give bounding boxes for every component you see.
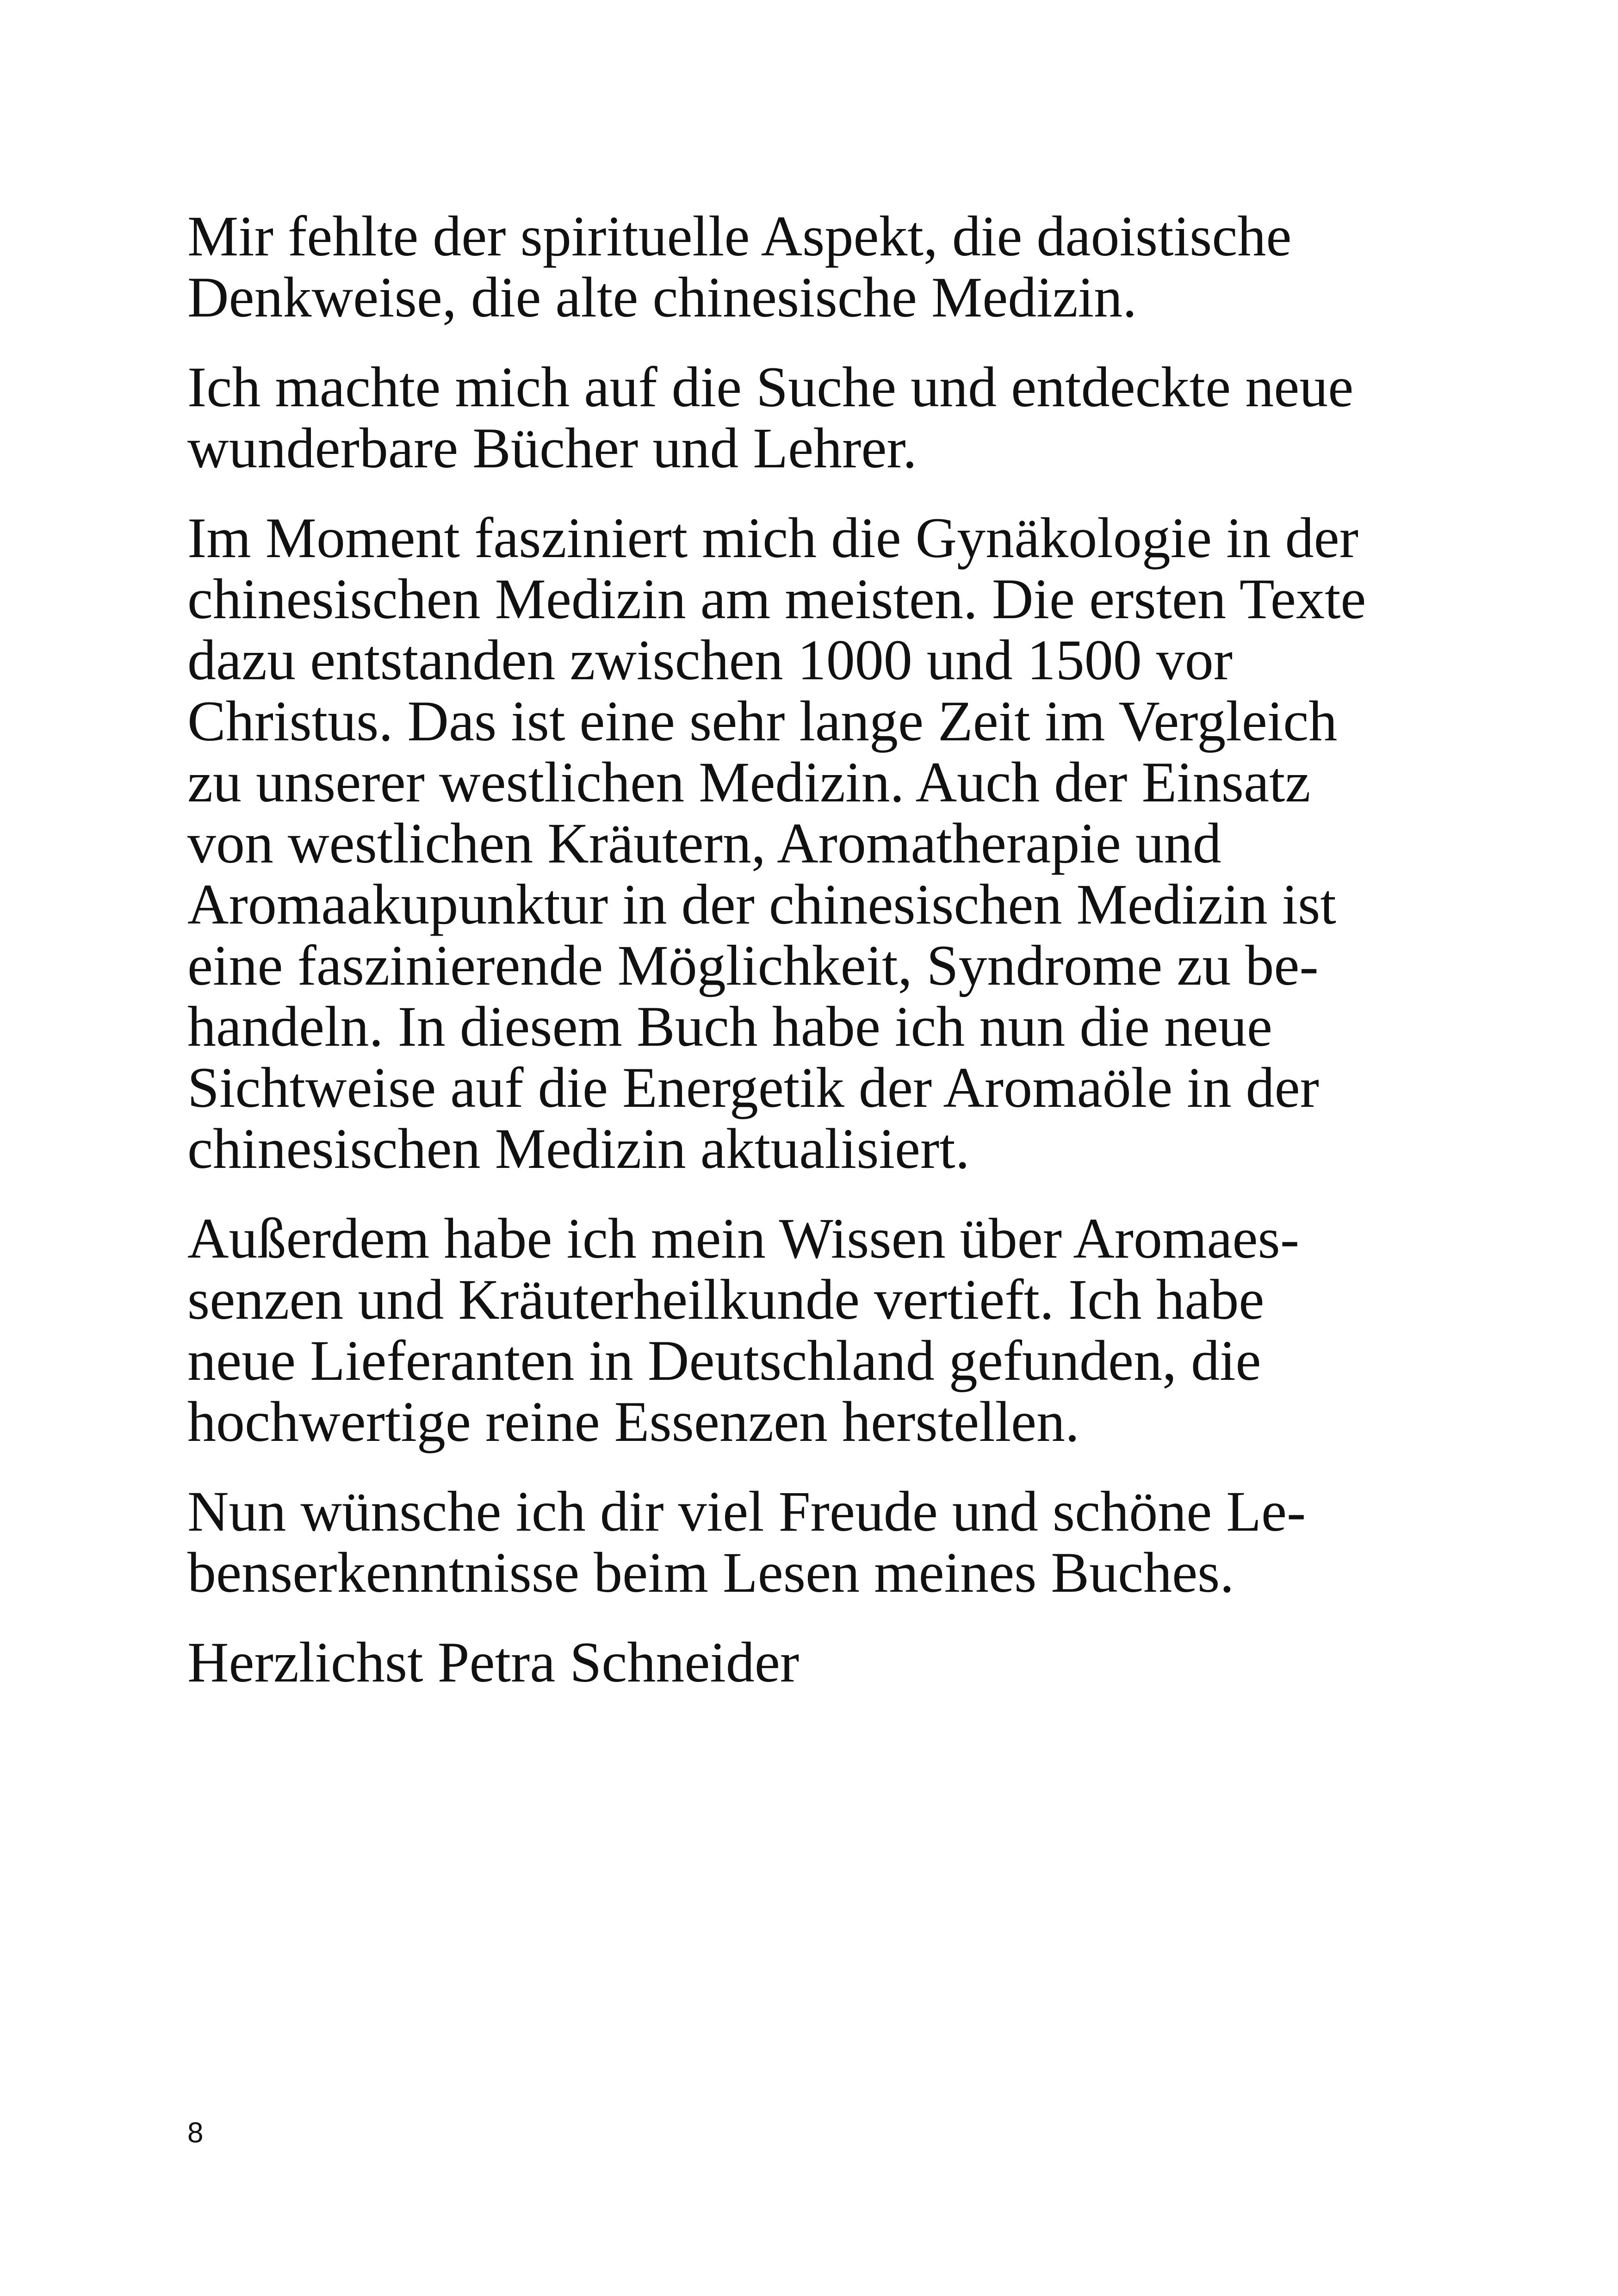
text-line: handeln. In diesem Buch habe ich nun die neue (187, 995, 1272, 1058)
paragraph-4 (187, 1208, 1415, 1452)
page-number: 8 (187, 2117, 204, 2149)
text-line: Im Moment fasziniert mich die Gynäkologie in der (187, 506, 1358, 570)
text-line: Außerdem habe ich mein Wissen über Aromaes- (187, 1207, 1300, 1270)
text-line: wunderbare Bücher und Lehrer. (187, 416, 917, 480)
text-line: chinesischen Medizin aktualisiert. (187, 1117, 970, 1180)
text-line: eine faszinierende Möglichkeit, Syndrome zu be- (187, 934, 1319, 997)
text-line: neue Lieferanten in Deutschland gefunden, die (187, 1329, 1261, 1392)
text-line: von westlichen Kräutern, Aromatherapie und (187, 812, 1221, 875)
paragraph-5 (187, 1481, 1415, 1603)
text-line: Denkweise, die alte chinesische Medizin. (187, 266, 1137, 329)
paragraph-1 (187, 206, 1415, 328)
paragraph-2 (187, 357, 1415, 479)
text-line: Sichtweise auf die Energetik der Aromaöle in der (187, 1056, 1319, 1119)
text-line: Christus. Das ist eine sehr lange Zeit im Vergleich (187, 689, 1338, 753)
signature: Herzlichst Petra Schneider (187, 1631, 800, 1694)
text-line: zu unserer westlichen Medizin. Auch der Einsatz (187, 751, 1311, 814)
text-line: senzen und Kräuterheilkunde vertieft. Ich habe (187, 1268, 1265, 1331)
text-line: Ich machte mich auf die Suche und entdeckte neue (187, 355, 1354, 419)
text-line: Mir fehlte der spirituelle Aspekt, die daoistische (187, 205, 1292, 268)
text-line: Nun wünsche ich dir viel Freude und schöne Le- (187, 1480, 1306, 1543)
text-line: Aromaakupunktur in der chinesischen Medizin ist (187, 873, 1336, 936)
text-line: hochwertige reine Essenzen herstellen. (187, 1390, 1080, 1453)
body-text (187, 206, 1415, 1693)
text-line: benserkenntnisse beim Lesen meines Buches. (187, 1541, 1234, 1604)
text-line: chinesischen Medizin am meisten. Die ersten Texte (187, 567, 1366, 631)
text-line: dazu entstanden zwischen 1000 und 1500 vor (187, 628, 1233, 692)
paragraph-3 (187, 508, 1415, 1179)
